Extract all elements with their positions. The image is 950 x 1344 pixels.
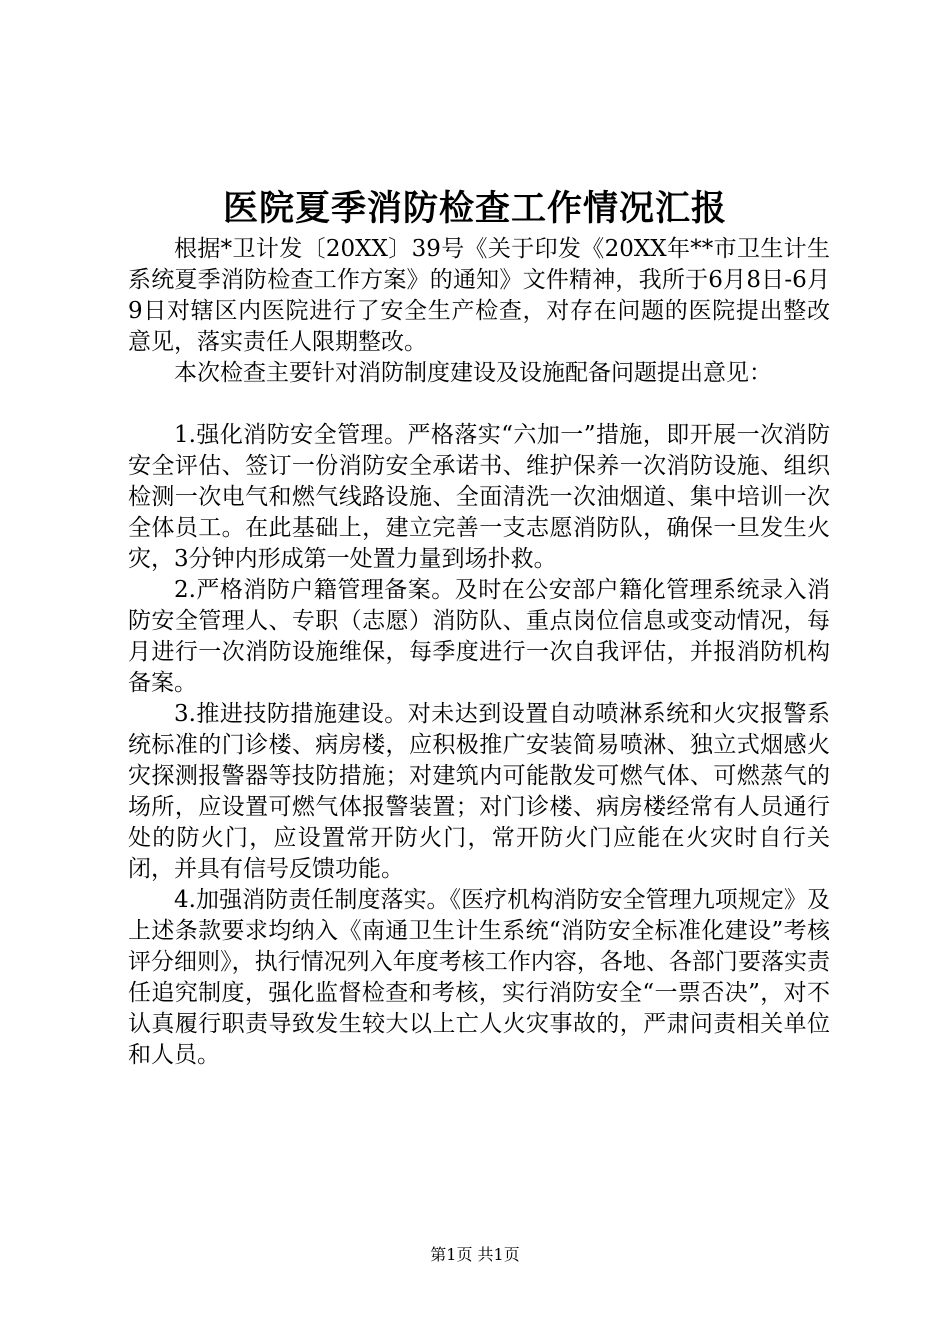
- paragraph-item-2: 2.严格消防户籍管理备案。及时在公安部户籍化管理系统录入消防安全管理人、专职（志愿）消防队、重点岗位信息或变动情况，每月进行一次消防设施维保，每季度进行一次自我评估，并报消防机构备案。: [128, 577, 830, 696]
- document-body: [128, 234, 830, 1071]
- paragraph-item-4: 4.加强消防责任制度落实。《医疗机构消防安全管理九项规定》及上述条款要求均纳入《南通卫生计生系统“消防安全标准化建设”考核评分细则》，执行情况列入年度考核工作内容，各地、各部门要落实责任追究制度，强化监督检查和考核，实行消防安全“一票否决”，对不认真履行职责导致发生较大以上亡人火灾事故的，严肃问责相关单位和人员。: [128, 887, 830, 1068]
- paragraph-intro: 根据*卫计发〔20XX〕39号《关于印发《20XX年**市卫生计生系统夏季消防检查工作方案》的通知》文件精神，我所于6月8日-6月9日对辖区内医院进行了安全生产检查，对存在问题的医院提出整改意见，落实责任人限期整改。: [128, 236, 830, 355]
- paragraph-summary: 本次检查主要针对消防制度建设及设施配备问题提出意见：: [174, 360, 772, 386]
- page-footer: 第1页 共1页: [430, 1245, 520, 1264]
- document-title: 医院夏季消防检查工作情况汇报: [222, 188, 727, 229]
- paragraph-item-3: 3.推进技防措施建设。对未达到设置自动喷淋系统和火灾报警系统标准的门诊楼、病房楼，应积极推广安装简易喷淋、独立式烟感火灾探测报警器等技防措施；对建筑内可能散发可燃气体、可燃蒸气的场所，应设置可燃气体报警装置；对门诊楼、病房楼经常有人员通行处的防火门，应设置常开防火门，常开防火门应能在火灾时自行关闭，并具有信号反馈功能。: [128, 701, 830, 882]
- paragraph-item-1: 1.强化消防安全管理。严格落实“六加一”措施，即开展一次消防安全评估、签订一份消防安全承诺书、维护保养一次消防设施、组织检测一次电气和燃气线路设施、全面清洗一次油烟道、集中培训一次全体员工。在此基础上，建立完善一支志愿消防队，确保一旦发生火灾，3分钟内形成第一处置力量到场扑救。: [128, 422, 830, 572]
